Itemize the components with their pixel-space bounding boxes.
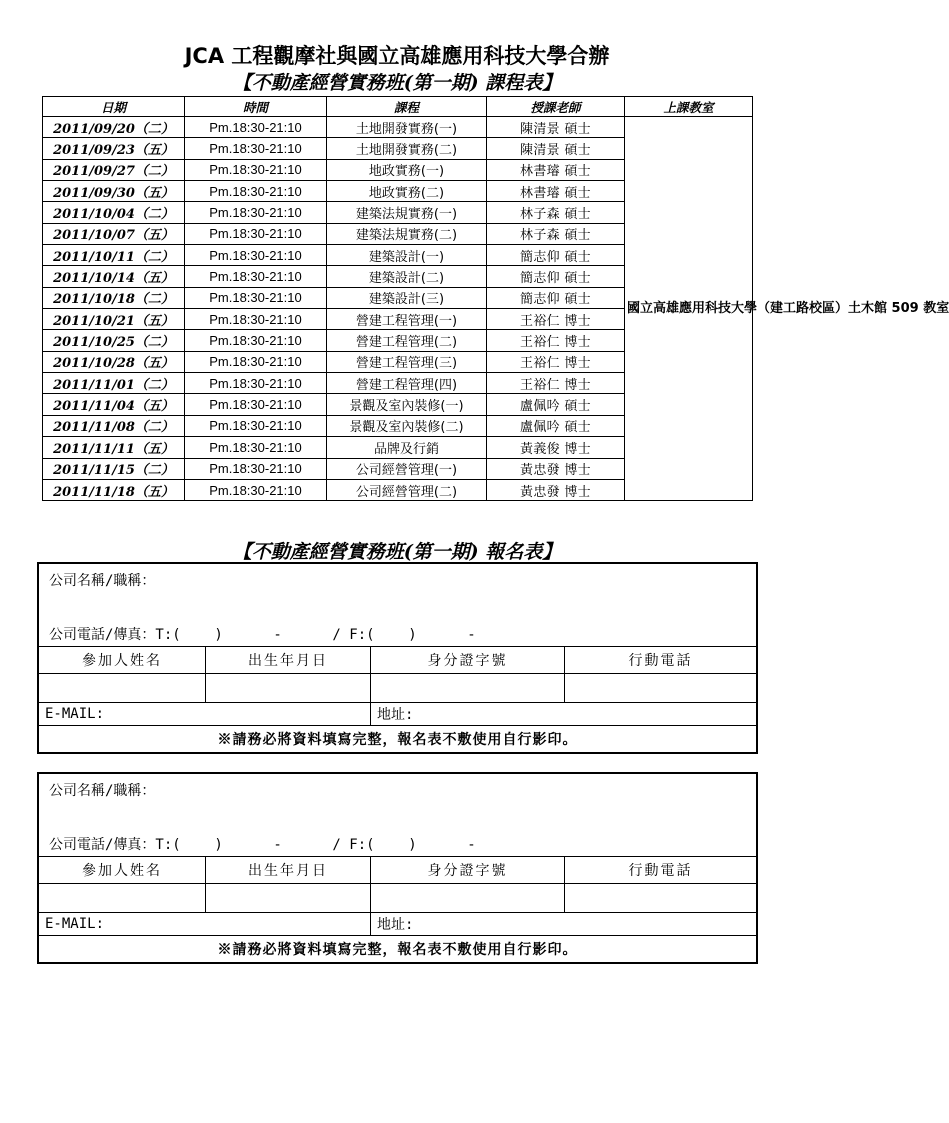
participant-input-row [39, 673, 756, 702]
participant-name-field[interactable] [39, 674, 205, 702]
time-cell: Pm.18:30-21:10 [185, 415, 327, 436]
company-info [39, 774, 756, 856]
course-cell: 土地開發實務(一) [327, 117, 487, 138]
date-cell: 2011/11/04（五） [43, 394, 185, 415]
date-cell: 2011/10/11（二） [43, 245, 185, 266]
form-note: ※請務必將資料填寫完整，報名表不敷使用自行影印。 [39, 725, 756, 752]
birthdate-field[interactable] [205, 674, 370, 702]
teacher-cell: 簡志仰 碩士 [487, 245, 625, 266]
date-cell: 2011/10/04（二） [43, 202, 185, 223]
teacher-cell: 盧佩吟 碩士 [487, 394, 625, 415]
birthdate-header: 出生年月日 [205, 647, 370, 673]
time-cell: Pm.18:30-21:10 [185, 138, 327, 159]
participant-input-row [39, 883, 756, 912]
date-cell: 2011/10/07（五） [43, 223, 185, 244]
participant-header-row [39, 646, 756, 673]
teacher-cell: 王裕仁 博士 [487, 373, 625, 394]
course-cell: 建築法規實務(一) [327, 202, 487, 223]
col-teacher: 授課老師 [487, 97, 625, 117]
mobile-header: 行動電話 [564, 857, 756, 883]
mobile-field[interactable] [564, 884, 756, 912]
course-cell: 建築設計(三) [327, 287, 487, 308]
teacher-cell: 林書璿 碩士 [487, 181, 625, 202]
time-cell: Pm.18:30-21:10 [185, 287, 327, 308]
mobile-field[interactable] [564, 674, 756, 702]
date-cell: 2011/10/18（二） [43, 287, 185, 308]
schedule-title: 【不動產經營實務班(第一期) 課程表】 [232, 72, 562, 94]
date-cell: 2011/09/23（五） [43, 138, 185, 159]
course-cell: 建築設計(二) [327, 266, 487, 287]
time-cell: Pm.18:30-21:10 [185, 479, 327, 500]
teacher-cell: 黃義俊 博士 [487, 437, 625, 458]
course-cell: 土地開發實務(二) [327, 138, 487, 159]
time-cell: Pm.18:30-21:10 [185, 330, 327, 351]
teacher-cell: 王裕仁 博士 [487, 330, 625, 351]
time-cell: Pm.18:30-21:10 [185, 159, 327, 180]
contact-row [39, 912, 756, 935]
course-cell: 品牌及行銷 [327, 437, 487, 458]
address-field[interactable]: 地址: [370, 913, 756, 935]
participant-header-row [39, 856, 756, 883]
company-info [39, 564, 756, 646]
teacher-cell: 林書璿 碩士 [487, 159, 625, 180]
email-field[interactable]: E-MAIL: [45, 916, 105, 932]
time-cell: Pm.18:30-21:10 [185, 437, 327, 458]
participant-name-field[interactable] [39, 884, 205, 912]
col-time: 時間 [185, 97, 327, 117]
time-cell: Pm.18:30-21:10 [185, 266, 327, 287]
birthdate-header: 出生年月日 [205, 857, 370, 883]
id-number-header: 身分證字號 [370, 857, 564, 883]
time-cell: Pm.18:30-21:10 [185, 245, 327, 266]
page-title: JCA 工程觀摩社與國立高雄應用科技大學合辦 [184, 44, 610, 68]
address-field[interactable]: 地址: [370, 703, 756, 725]
teacher-cell: 王裕仁 博士 [487, 351, 625, 372]
course-cell: 營建工程管理(二) [327, 330, 487, 351]
date-cell: 2011/11/01（二） [43, 373, 185, 394]
time-cell: Pm.18:30-21:10 [185, 309, 327, 330]
col-date: 日期 [43, 97, 185, 117]
participant-name-header: 參加人姓名 [82, 863, 162, 879]
teacher-cell: 盧佩吟 碩士 [487, 415, 625, 436]
course-cell: 景觀及室內裝修(二) [327, 415, 487, 436]
schedule-table [42, 96, 949, 501]
id-number-header: 身分證字號 [370, 647, 564, 673]
date-cell: 2011/10/14（五） [43, 266, 185, 287]
teacher-cell: 林子森 碩士 [487, 202, 625, 223]
time-cell: Pm.18:30-21:10 [185, 223, 327, 244]
course-cell: 景觀及室內裝修(一) [327, 394, 487, 415]
course-cell: 營建工程管理(三) [327, 351, 487, 372]
phone-label: 公司電話/傳真：T:( ) - / F:( ) - [49, 837, 476, 853]
email-field[interactable]: E-MAIL: [45, 706, 105, 722]
course-cell: 建築法規實務(二) [327, 223, 487, 244]
id-number-field[interactable] [370, 674, 564, 702]
schedule-header-row [43, 97, 753, 117]
company-label: 公司名稱/職稱： [49, 573, 156, 589]
col-classroom: 上課教室 [625, 97, 753, 117]
contact-row [39, 702, 756, 725]
date-cell: 2011/10/28（五） [43, 351, 185, 372]
date-cell: 2011/09/20（二） [43, 117, 185, 138]
teacher-cell: 黃忠發 博士 [487, 458, 625, 479]
phone-label: 公司電話/傳真：T:( ) - / F:( ) - [49, 627, 476, 643]
teacher-cell: 林子森 碩士 [487, 223, 625, 244]
time-cell: Pm.18:30-21:10 [185, 202, 327, 223]
date-cell: 2011/11/08（二） [43, 415, 185, 436]
date-cell: 2011/09/30（五） [43, 181, 185, 202]
time-cell: Pm.18:30-21:10 [185, 181, 327, 202]
classroom-cell: 國立高雄應用科技大學（建工路校區）土木館 509 教室 [625, 117, 753, 501]
teacher-cell: 王裕仁 博士 [487, 309, 625, 330]
date-cell: 2011/10/21（五） [43, 309, 185, 330]
time-cell: Pm.18:30-21:10 [185, 394, 327, 415]
course-cell: 營建工程管理(一) [327, 309, 487, 330]
teacher-cell: 陳清景 碩士 [487, 117, 625, 138]
date-cell: 2011/11/11（五） [43, 437, 185, 458]
time-cell: Pm.18:30-21:10 [185, 373, 327, 394]
registration-form-1 [37, 562, 758, 754]
time-cell: Pm.18:30-21:10 [185, 351, 327, 372]
teacher-cell: 陳清景 碩士 [487, 138, 625, 159]
date-cell: 2011/09/27（二） [43, 159, 185, 180]
participant-name-header: 參加人姓名 [82, 653, 162, 669]
course-cell: 公司經營管理(二) [327, 479, 487, 500]
time-cell: Pm.18:30-21:10 [185, 117, 327, 138]
course-cell: 營建工程管理(四) [327, 373, 487, 394]
company-label: 公司名稱/職稱： [49, 783, 156, 799]
registration-title: 【不動產經營實務班(第一期) 報名表】 [232, 541, 562, 563]
col-course: 課程 [327, 97, 487, 117]
date-cell: 2011/10/25（二） [43, 330, 185, 351]
form-note: ※請務必將資料填寫完整，報名表不敷使用自行影印。 [39, 935, 756, 962]
teacher-cell: 簡志仰 碩士 [487, 266, 625, 287]
date-cell: 2011/11/15（二） [43, 458, 185, 479]
mobile-header: 行動電話 [564, 647, 756, 673]
teacher-cell: 簡志仰 碩士 [487, 287, 625, 308]
id-number-field[interactable] [370, 884, 564, 912]
course-cell: 公司經營管理(一) [327, 458, 487, 479]
teacher-cell: 黃忠發 博士 [487, 479, 625, 500]
date-cell: 2011/11/18（五） [43, 479, 185, 500]
course-cell: 地政實務(二) [327, 181, 487, 202]
course-cell: 建築設計(一) [327, 245, 487, 266]
course-cell: 地政實務(一) [327, 159, 487, 180]
birthdate-field[interactable] [205, 884, 370, 912]
registration-form-2 [37, 772, 758, 964]
schedule-row [43, 117, 753, 138]
time-cell: Pm.18:30-21:10 [185, 458, 327, 479]
